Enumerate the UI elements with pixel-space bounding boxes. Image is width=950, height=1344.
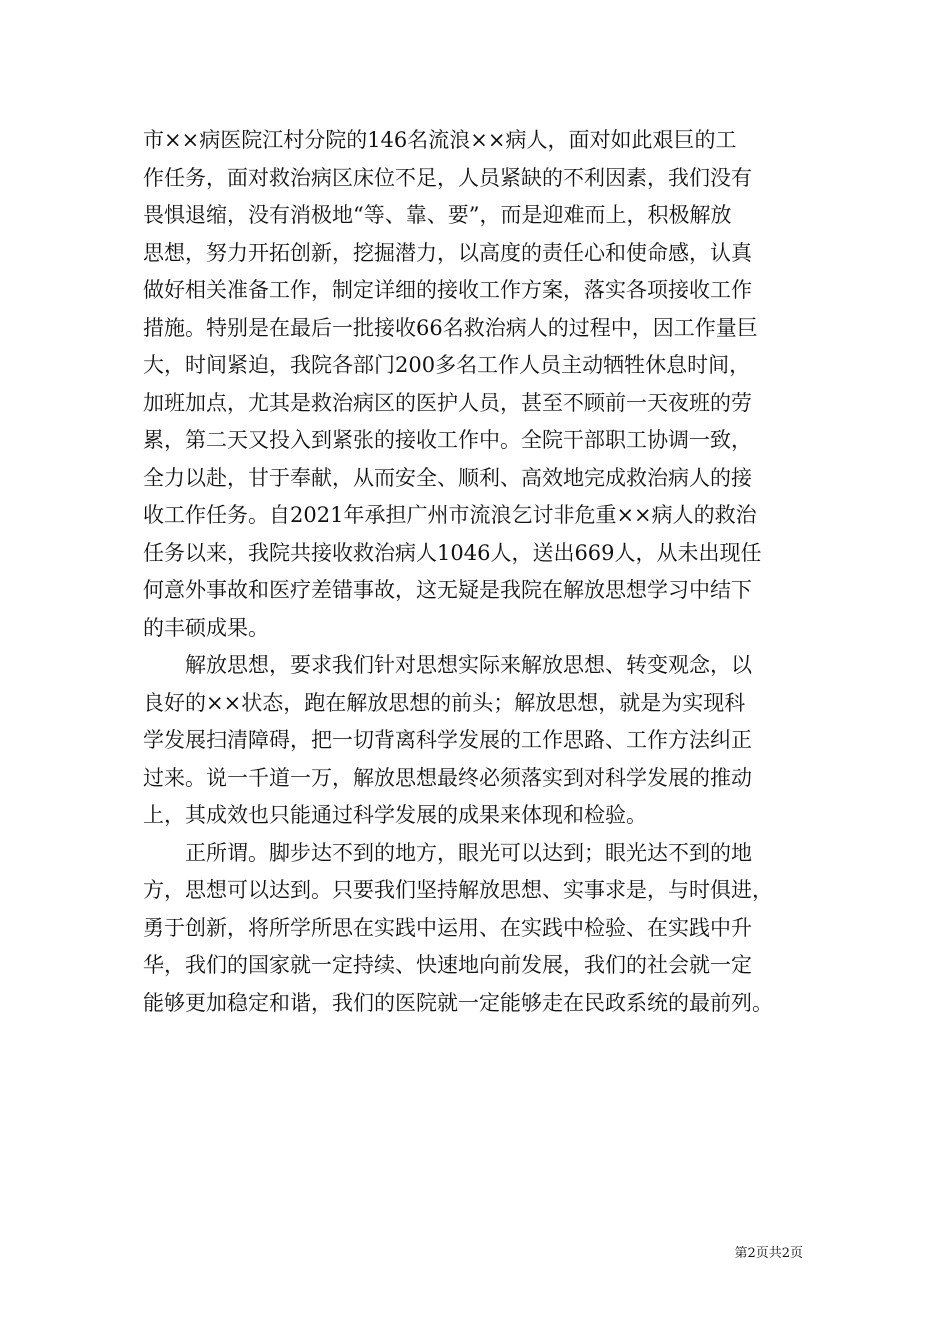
page-number: 第2页共2页: [734, 1246, 803, 1261]
text-line: 思想，努力开拓创新，挖掘潜力，以高度的责任心和使命感，认真: [143, 240, 752, 265]
text-line: 过来。说一千道一万，解放思想最终必须落实到对科学发展的推动: [143, 765, 752, 790]
paragraph-continuation: [143, 122, 809, 647]
paragraph-conclusion: [143, 835, 809, 1023]
document-body: [143, 122, 809, 1022]
text-line: 任务以来，我院共接收救治病人1046人，送出669人，从未出现任: [143, 540, 762, 565]
text-line: 何意外事故和医疗差错事故，这无疑是我院在解放思想学习中结下: [143, 578, 752, 602]
text-line: 勇于创新，将所学所思在实践中运用、在实践中检验、在实践中升: [143, 915, 752, 940]
text-line: 收工作任务。自2021年承担广州市流浪乞讨非危重××病人的救治: [143, 503, 757, 527]
text-line: 畏惧退缩，没有消极地“等、靠、要”，而是迎难而上，积极解放: [143, 203, 732, 227]
paragraph-liberate-thinking: [143, 647, 809, 835]
text-line: 大，时间紧迫，我院各部门200多名工作人员主动牺牲休息时间，: [143, 353, 751, 377]
text-line: 正所谓。脚步达不到的地方，眼光可以达到；眼光达不到的地: [185, 840, 752, 865]
text-line: 累，第二天又投入到紧张的接收工作中。全院干部职工协调一致，: [143, 428, 752, 452]
text-line: 方，思想可以达到。只要我们坚持解放思想、实事求是，与时俱进，: [143, 878, 773, 902]
text-line: 作任务，面对救治病区床位不足，人员紧缺的不利因素，我们没有: [143, 165, 752, 190]
text-line: 措施。特别是在最后一批接收66名救治病人的过程中，因工作量巨: [143, 315, 758, 340]
text-line: 解放思想，要求我们针对思想实际来解放思想、转变观念，以: [185, 653, 752, 677]
text-line: 全力以赴，甘于奉献，从而安全、顺利、高效地完成救治病人的接: [143, 465, 752, 490]
text-line: 能够更加稳定和谐，我们的医院就一定能够走在民政系统的最前列。: [143, 990, 773, 1015]
text-line: 的丰硕成果。: [143, 615, 269, 640]
text-line: 加班加点，尤其是救治病区的医护人员，甚至不顾前一天夜班的劳: [143, 390, 752, 415]
text-line: 学发展扫清障碍，把一切背离科学发展的工作思路、工作方法纠正: [143, 728, 752, 752]
text-line: 良好的××状态，跑在解放思想的前头；解放思想，就是为实现科: [143, 690, 746, 715]
text-line: 华，我们的国家就一定持续、快速地向前发展，我们的社会就一定: [143, 953, 752, 977]
text-line: 上，其成效也只能通过科学发展的成果来体现和检验。: [143, 803, 647, 827]
text-line: 做好相关准备工作，制定详细的接收工作方案，落实各项接收工作: [143, 278, 752, 302]
text-line: 市××病医院江村分院的146名流浪××病人，面对如此艰巨的工: [143, 128, 737, 152]
